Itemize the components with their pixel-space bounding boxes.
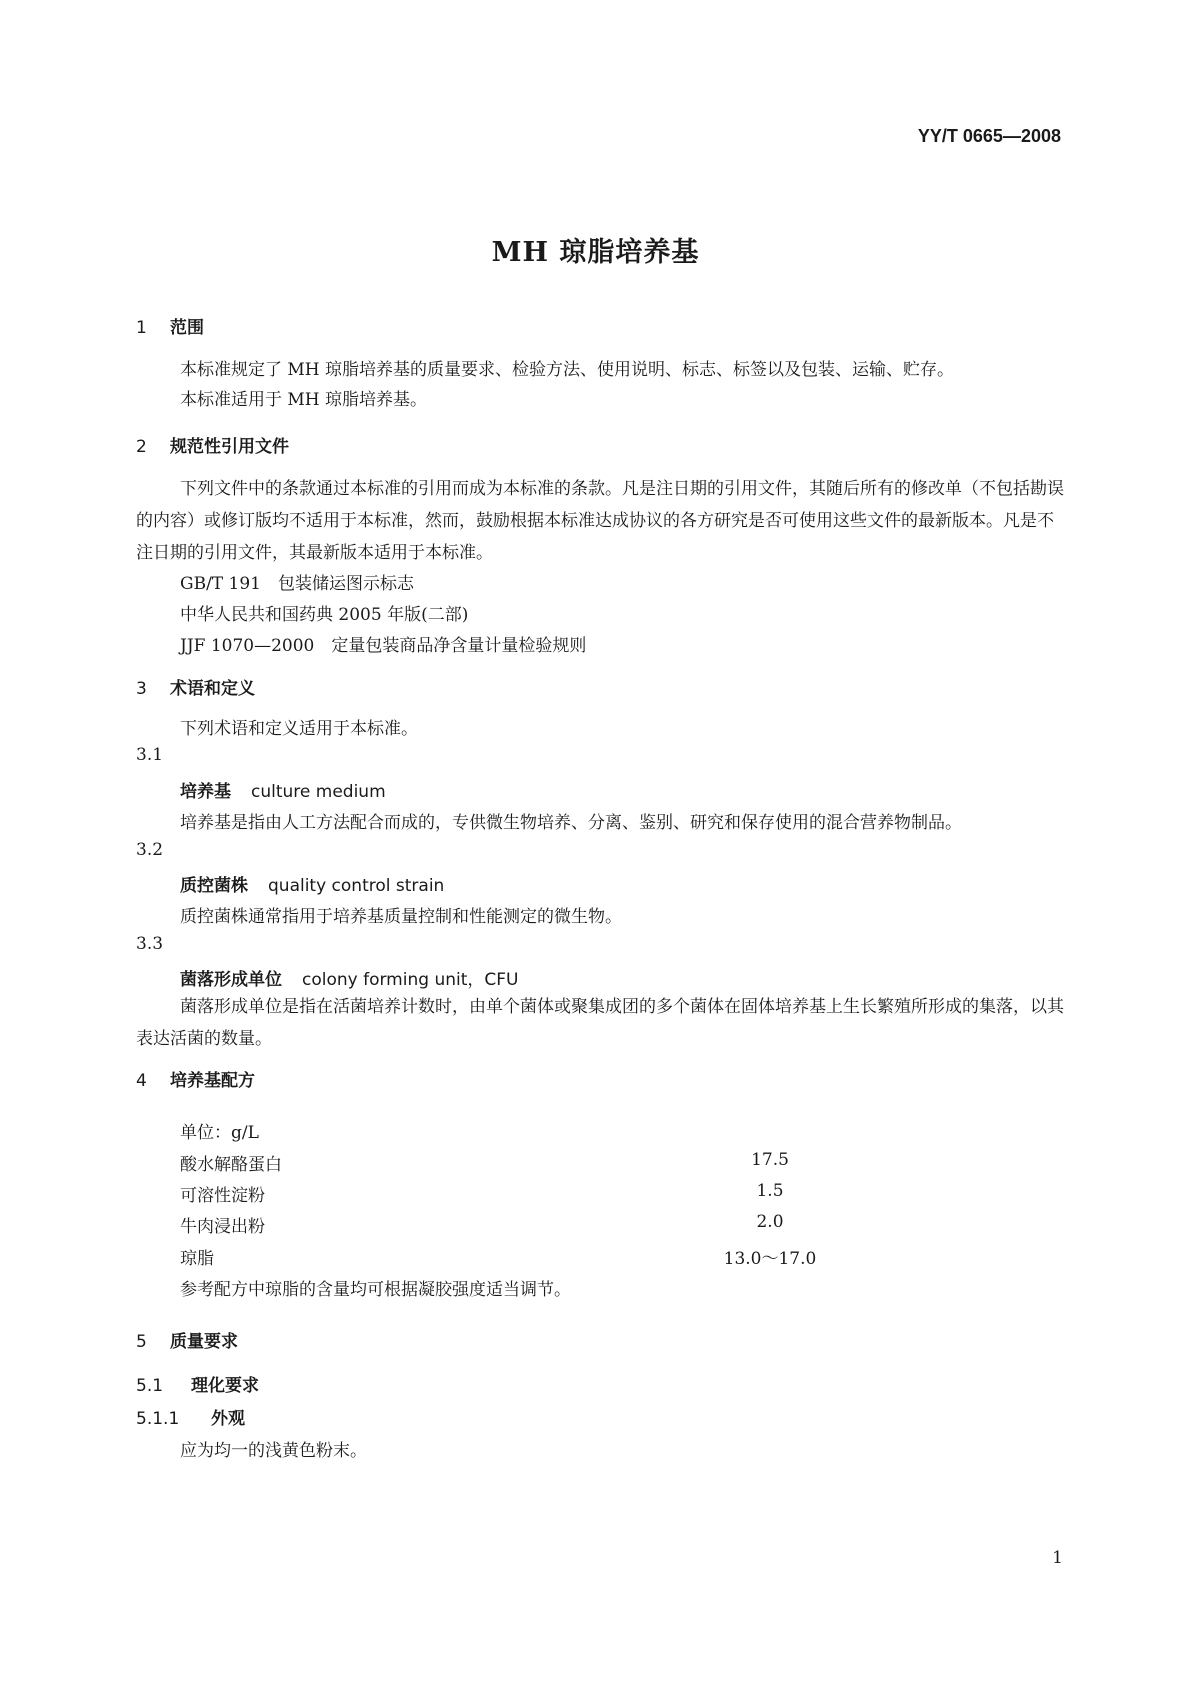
reference-item: 中华人民共和国药典 2005 年版(二部): [180, 605, 469, 625]
section-2-heading: [136, 432, 289, 457]
term-en: quality control strain: [268, 876, 445, 896]
reference-item: JJF 1070—2000 定量包装商品净含量计量检验规则: [180, 636, 587, 656]
term-zh: 培养基: [180, 782, 231, 802]
section-title: 外观: [211, 1409, 245, 1429]
section-title: 理化要求: [191, 1376, 259, 1396]
subsection-5-1-1-heading: [136, 1404, 245, 1429]
formula-ingredient: 可溶性淀粉: [180, 1186, 265, 1206]
term-number: 3.2: [136, 840, 164, 860]
section-title: 规范性引用文件: [170, 437, 289, 457]
formula-note: 参考配方中琼脂的含量均可根据凝胶强度适当调节。: [180, 1280, 571, 1300]
term-definition: 菌落形成单位是指在活菌培养计数时，由单个菌体或聚集成团的多个菌体在固体培养基上生长繁殖所形成的集落，以其表达活菌的数量。: [136, 997, 1064, 1049]
paragraph: 应为均一的浅黄色粉末。: [180, 1441, 367, 1461]
paragraph: 下列文件中的条款通过本标准的引用而成为本标准的条款。凡是注日期的引用文件，其随后所有的修改单（不包括勘误的内容）或修订版均不适用于本标准，然而，鼓励根据本标准达成协议的各方研究是否可使用这些文件的最新版本。凡是不注日期的引用文件，其最新版本适用于本标准。: [136, 479, 1064, 563]
section-number: 3: [136, 679, 147, 699]
page-number: 1: [1052, 1548, 1063, 1568]
term-number: 3.1: [136, 745, 164, 765]
paragraph: 本标准适用于 MH 琼脂培养基。: [180, 390, 428, 410]
section-title: 质量要求: [170, 1332, 238, 1352]
term-definition: 质控菌株通常指用于培养基质量控制和性能测定的微生物。: [180, 907, 622, 927]
paragraph: 下列术语和定义适用于本标准。: [180, 719, 418, 739]
formula-value: 2.0: [756, 1212, 784, 1232]
term-definition: 培养基是指由人工方法配合而成的，专供微生物培养、分离、鉴别、研究和保存使用的混合营养物制品。: [180, 813, 962, 833]
section-number: 2: [136, 437, 147, 457]
unit-label: 单位：g/L: [180, 1123, 259, 1143]
formula-value: 13.0～17.0: [723, 1249, 817, 1269]
standard-number: YY/T 0665—2008: [917, 126, 1061, 146]
term-en: colony forming unit，CFU: [302, 970, 519, 990]
term-zh: 菌落形成单位: [180, 970, 282, 990]
document-title: MH 琼脂培养基: [491, 237, 700, 268]
term-en: culture medium: [251, 782, 386, 802]
section-3-heading: [136, 674, 255, 699]
section-number: 4: [136, 1071, 147, 1091]
subsection-5-1-heading: [136, 1371, 259, 1396]
formula-ingredient: 牛肉浸出粉: [180, 1217, 265, 1237]
formula-value: 17.5: [751, 1150, 789, 1170]
formula-value: 1.5: [756, 1181, 784, 1201]
section-number: 5.1.1: [136, 1409, 180, 1429]
reference-item: GB/T 191 包装储运图示标志: [180, 574, 414, 594]
section-number: 5: [136, 1332, 147, 1352]
paragraph: 本标准规定了 MH 琼脂培养基的质量要求、检验方法、使用说明、标志、标签以及包装、运输、贮存。: [180, 360, 955, 380]
section-title: 术语和定义: [170, 679, 255, 699]
section-title: 范围: [170, 318, 204, 338]
section-number: 1: [136, 318, 147, 338]
formula-ingredient: 酸水解酪蛋白: [180, 1155, 282, 1175]
section-5-heading: [136, 1327, 238, 1352]
term-entry: [180, 871, 444, 896]
section-1-heading: [136, 313, 204, 338]
term-entry: [180, 965, 518, 990]
section-number: 5.1: [136, 1376, 164, 1396]
term-number: 3.3: [136, 934, 164, 954]
term-entry: [180, 777, 386, 802]
section-4-heading: [136, 1066, 255, 1091]
formula-ingredient: 琼脂: [180, 1249, 214, 1269]
section-title: 培养基配方: [170, 1071, 255, 1091]
term-zh: 质控菌株: [180, 876, 248, 896]
